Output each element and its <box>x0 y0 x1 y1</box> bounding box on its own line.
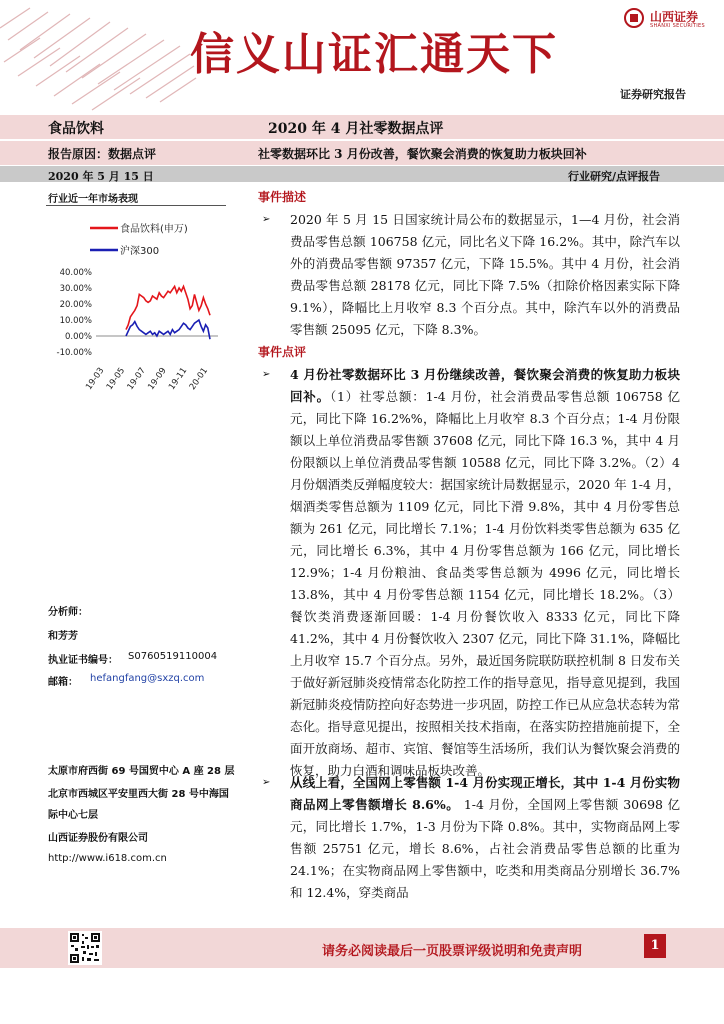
y-tick-label: 20.00% <box>59 300 92 310</box>
address-line: 太原市府西街 69 号国贸中心 A 座 28 层 <box>48 766 235 777</box>
header-banner <box>0 0 724 115</box>
report-type: 证券研究报告 <box>620 88 686 101</box>
page-number: 1 <box>644 934 666 958</box>
analyst-label: 分析师： <box>48 607 88 618</box>
report-date: 2020 年 5 月 15 日 <box>48 170 154 183</box>
report-category: 行业研究/点评报告 <box>568 170 661 183</box>
company-name: 山西证券股份有限公司 <box>48 833 148 844</box>
x-tick-label: 20-01 <box>187 365 211 392</box>
report-subtitle: 社零数据环比 3 月份改善，餐饮聚会消费的恢复助力板块回补 <box>258 147 587 161</box>
legend-label: 食品饮料(申万) <box>120 224 188 235</box>
cert-number: S0760519110004 <box>128 651 218 662</box>
bullet-arrow-icon: ➢ <box>262 214 271 225</box>
y-tick-label: -10.00% <box>56 348 92 358</box>
email-link[interactable]: hefangfang@sxzq.com <box>90 673 205 684</box>
y-tick-label: 10.00% <box>59 316 92 326</box>
market-performance-chart <box>46 210 232 394</box>
section-title-events: 事件描述 <box>258 190 307 204</box>
industry-name: 食品饮料 <box>48 121 104 137</box>
divider <box>46 205 226 206</box>
logo-name: 山西证券 <box>650 10 699 24</box>
performance-label: 行业近一年市场表现 <box>48 194 138 205</box>
x-tick-label: 19-09 <box>146 365 169 392</box>
bullet-arrow-icon: ➢ <box>262 777 271 788</box>
bullet-arrow-icon: ➢ <box>262 369 271 380</box>
x-tick-label: 19-07 <box>125 365 148 392</box>
banner-slogan: 信义山证汇通天下 <box>190 29 558 80</box>
address-line: 际中心七层 <box>48 810 98 821</box>
paragraph-review-2 <box>290 772 680 904</box>
qr-code-icon <box>68 931 102 965</box>
paragraph-body: 1-4 月份，全国网上零售额 30698 亿元，同比增长 1.7%，1-3 月份为下降 0.8%。其中，实物商品网上零售额 25751 亿元，增长 8.6%，占社会消费品零售总额的比重为 24.1%；在实物商品网上零售额中，吃类和用类商品分别增长 36.7%和 12.4%，穿类商品 <box>290 797 680 900</box>
x-tick-label: 19-05 <box>104 365 128 392</box>
legend-label: 沪深300 <box>120 246 160 257</box>
y-tick-label: 40.00% <box>59 268 92 278</box>
paragraph-lead: 4 月份社零数据环比 3 月份继续改善，餐饮聚会消费的恢复助力板块回补。 <box>290 367 680 404</box>
x-tick-label: 19-03 <box>84 365 107 392</box>
analyst-name: 和芳芳 <box>48 631 78 642</box>
y-tick-label: 0.00% <box>64 332 92 342</box>
x-tick-label: 19-11 <box>167 365 190 392</box>
series-line <box>126 286 210 329</box>
y-tick-label: 30.00% <box>59 284 92 294</box>
paragraph-body: （1）社零总额：1-4 月份，社会消费品零售总额 106758 亿元，同比下降 16.2%%，降幅比上月收窄 8.3 个百分点；1-4 月份限额以上单位消费品零售额 37608 亿元，同比下降 16.3 %，其中 4 月份限额以上单位消费品零售额 10588 亿元，同比下降 3.2%。（2）4 月份烟酒类反弹幅度较大：据国家统计局数据显示，2020 年 1-4 月，烟酒类零售总额为 1109 亿元，同比下滑 9.8%，其中 4 月份零售总额为 261 亿元，同比增长 7.1%；1-4 月份饮料类零售总额为 635 亿元，同比增长 6.3%，其中 4 月份零售总额为 166 亿元，同比增长 12.9%；1-4 月份粮油、食品类零售总额为 4996 亿元，同比增长 13.8%，其中 4 月份零售总额 1154 亿元，同比增长 18.2%。（3）餐饮类消费逐渐回暖：1-4 月份餐饮收入 8333 亿元，同比下降 41.2%，其中 4 月份餐饮收入 2307 亿元，同比下降 31.1%，降幅比上月收窄 15.7 个百分点。另外，最近国务院联防联控机制 8 日发布关于做好新冠肺炎疫情常态化防控工作的指导意见，指导意见提到，我国新冠肺炎疫情防控向好态势进一步巩固，防控工作已从应急状态转为常态化。指导意见提出，按照相关技术指南，在落实防控措施前提下，全面开放商场、超市、宾馆、餐馆等生活场所，我们认为餐饮聚会消费的恢复，助力白酒和调味品板块改善。 <box>290 389 680 778</box>
email-label: 邮箱： <box>48 677 78 688</box>
section-title-review: 事件点评 <box>258 345 307 359</box>
report-title: 2020 年 4 月社零数据点评 <box>268 121 444 137</box>
disclaimer: 请务必阅读最后一页股票评级说明和免责声明 <box>322 944 583 959</box>
website-link[interactable]: http://www.i618.com.cn <box>48 853 167 864</box>
report-reason: 报告原因：数据点评 <box>48 147 157 161</box>
logo-english: SHANXI SECURITIES <box>650 23 705 29</box>
cert-label: 执业证书编号： <box>48 655 118 666</box>
address-line: 北京市西城区平安里西大街 28 号中海国 <box>48 789 229 800</box>
paragraph-events: 2020 年 5 月 15 日国家统计局公布的数据显示，1—4 月份，社会消费品零售总额 106758 亿元，同比名义下降 16.2%。其中，除汽车以外的消费品零售额 97357 亿元，下降 15.5%。其中 4 月份，社会消费品零售总额 28178 亿元，同比下降 7.5%（扣除价格因素实际下降 9.1%），降幅比上月收窄 8.3 个百分点。其中，除汽车以外的消费品零售额 25095 亿元，下降 8.3%。 <box>290 212 680 337</box>
paragraph-review-1 <box>290 364 680 782</box>
paragraph-lead: 从线上看，全国网上零售额 1-4 月份实现正增长，其中 1-4 月份实物商品网上零售额增长 8.6%。 <box>290 775 680 812</box>
